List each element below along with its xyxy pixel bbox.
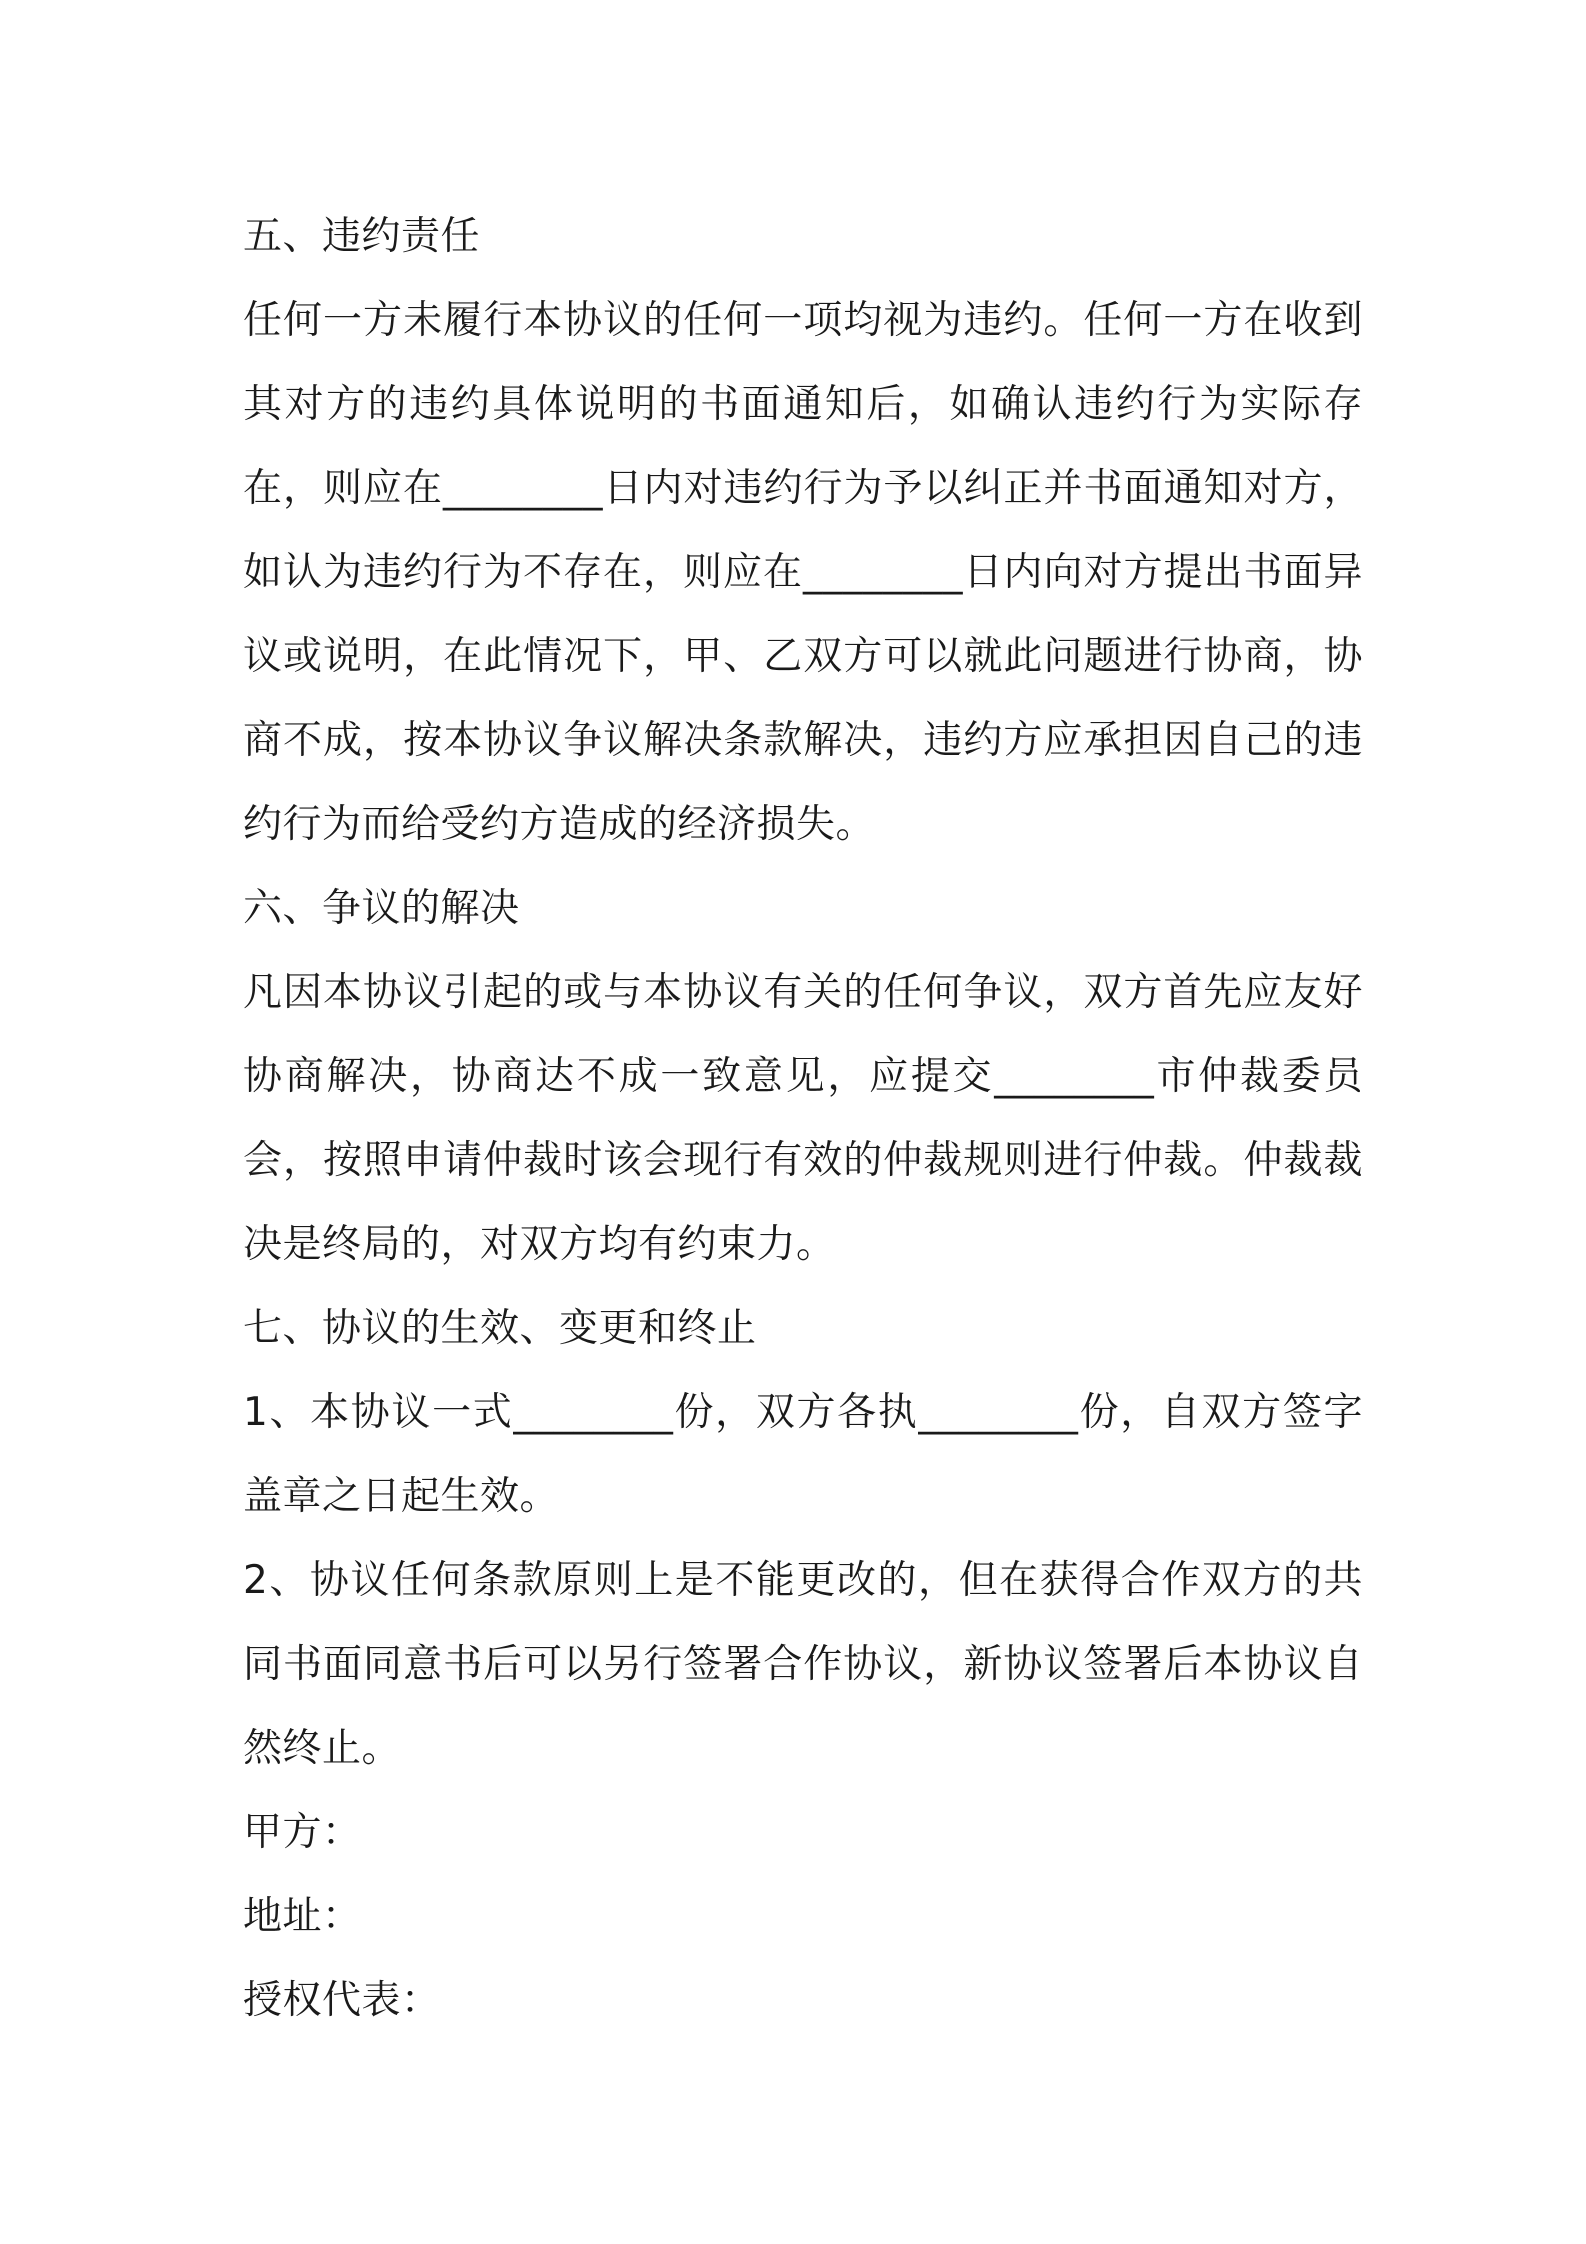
document-content [243, 195, 1363, 2043]
party-a-label: 甲方： [243, 1810, 362, 1855]
address-label: 地址： [243, 1894, 362, 1939]
section-7-clause-2: 2、协议任何条款原则上是不能更改的，但在获得合作双方的共同书面同意书后可以另行签署合作协议，新协议签署后本协议自然终止。 [243, 1558, 1363, 1771]
section-7-clause-1: 1、本协议一式________份，双方各执________份，自双方签字盖章之日起生效。 [243, 1390, 1363, 1519]
section-7-heading: 七、协议的生效、变更和终止 [243, 1306, 757, 1351]
section-5-heading: 五、违约责任 [243, 214, 481, 259]
section-6-body: 凡因本协议引起的或与本协议有关的任何争议，双方首先应友好协商解决，协商达不成一致意见，应提交________市仲裁委员会，按照申请仲裁时该会现行有效的仲裁规则进行仲裁。仲裁裁决是终局的，对双方均有约束力。 [243, 970, 1363, 1267]
section-6-heading: 六、争议的解决 [243, 886, 520, 931]
representative-label: 授权代表： [243, 1978, 441, 2023]
section-5-body: 任何一方未履行本协议的任何一项均视为违约。任何一方在收到其对方的违约具体说明的书面通知后，如确认违约行为实际存在，则应在________日内对违约行为予以纠正并书面通知对方，如认为违约行为不存在，则应在________日内向对方提出书面异议或说明，在此情况下，甲、乙双方可以就此问题进行协商，协商不成，按本协议争议解决条款解决，违约方应承担因自己的违约行为而给受约方造成的经济损失。 [243, 298, 1363, 847]
